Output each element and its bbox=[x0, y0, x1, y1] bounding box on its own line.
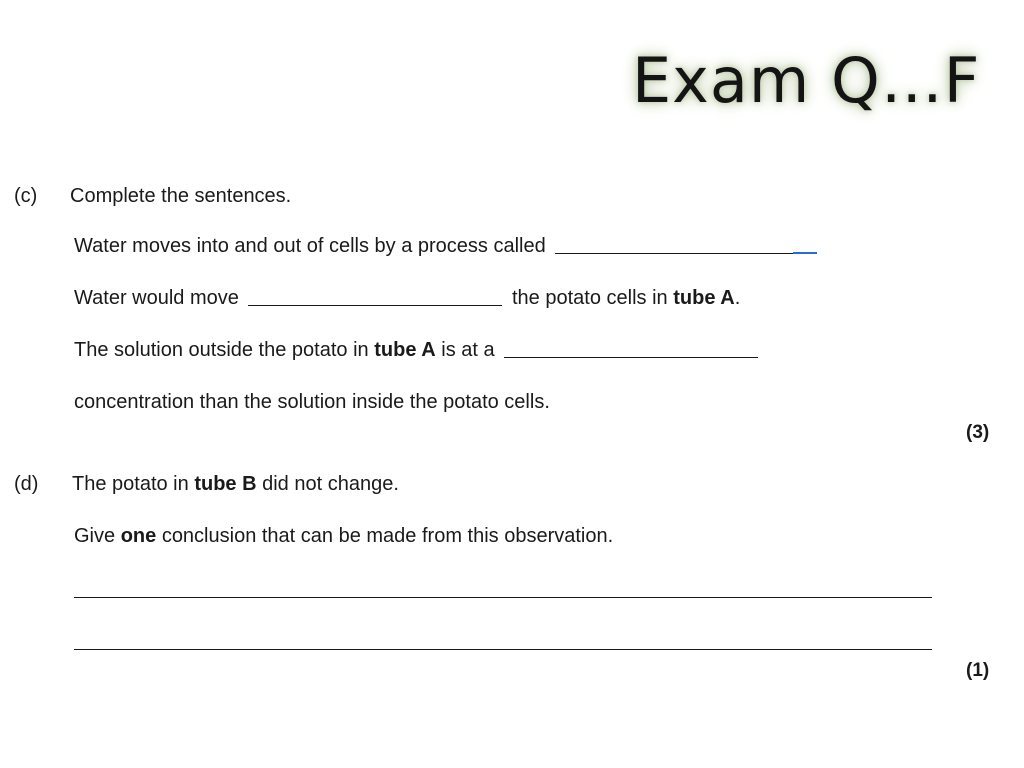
answer-line-2[interactable] bbox=[74, 649, 932, 650]
part-d-line-1 bbox=[72, 472, 399, 496]
blank-end-marker bbox=[793, 238, 817, 254]
sentence-1 bbox=[74, 234, 817, 258]
part-d-line-1-bold: tube B bbox=[194, 473, 257, 495]
part-d-line-2-after: conclusion that can be made from this observation. bbox=[161, 525, 614, 547]
sentence-2 bbox=[74, 286, 740, 310]
part-d-label: (d) bbox=[14, 473, 39, 495]
part-d-line-1-after: did not change. bbox=[262, 473, 399, 495]
answer-line-1[interactable] bbox=[74, 597, 932, 598]
part-d-marks: (1) bbox=[966, 660, 990, 681]
part-d-line-2-before: Give bbox=[74, 525, 116, 547]
part-d-line-2 bbox=[74, 524, 613, 548]
part-c-label: (c) bbox=[14, 185, 38, 207]
answer-blank-direction[interactable] bbox=[248, 287, 502, 306]
part-d-line-2-bold: one bbox=[120, 525, 157, 547]
answer-blank-process[interactable] bbox=[555, 235, 795, 254]
sentence-3-after: is at a bbox=[441, 339, 495, 361]
sentence-2-end: . bbox=[734, 287, 741, 309]
part-c-instruction: Complete the sentences. bbox=[70, 185, 292, 207]
part-d-line-1-before: The potato in bbox=[72, 473, 189, 495]
sentence-2-before: Water would move bbox=[74, 287, 239, 309]
sentence-3 bbox=[74, 338, 758, 362]
sentence-3-bold: tube A bbox=[374, 339, 436, 361]
sentence-4: concentration than the solution inside the potato cells. bbox=[74, 391, 550, 413]
answer-blank-concentration[interactable] bbox=[504, 339, 758, 358]
sentence-1-text: Water moves into and out of cells by a process called bbox=[74, 235, 546, 257]
part-c-marks: (3) bbox=[966, 422, 990, 443]
sentence-2-bold: tube A bbox=[673, 287, 735, 309]
sentence-3-before: The solution outside the potato in bbox=[74, 339, 369, 361]
sentence-2-after: the potato cells in bbox=[512, 287, 668, 309]
slide-title: Exam Q…F bbox=[632, 44, 981, 117]
